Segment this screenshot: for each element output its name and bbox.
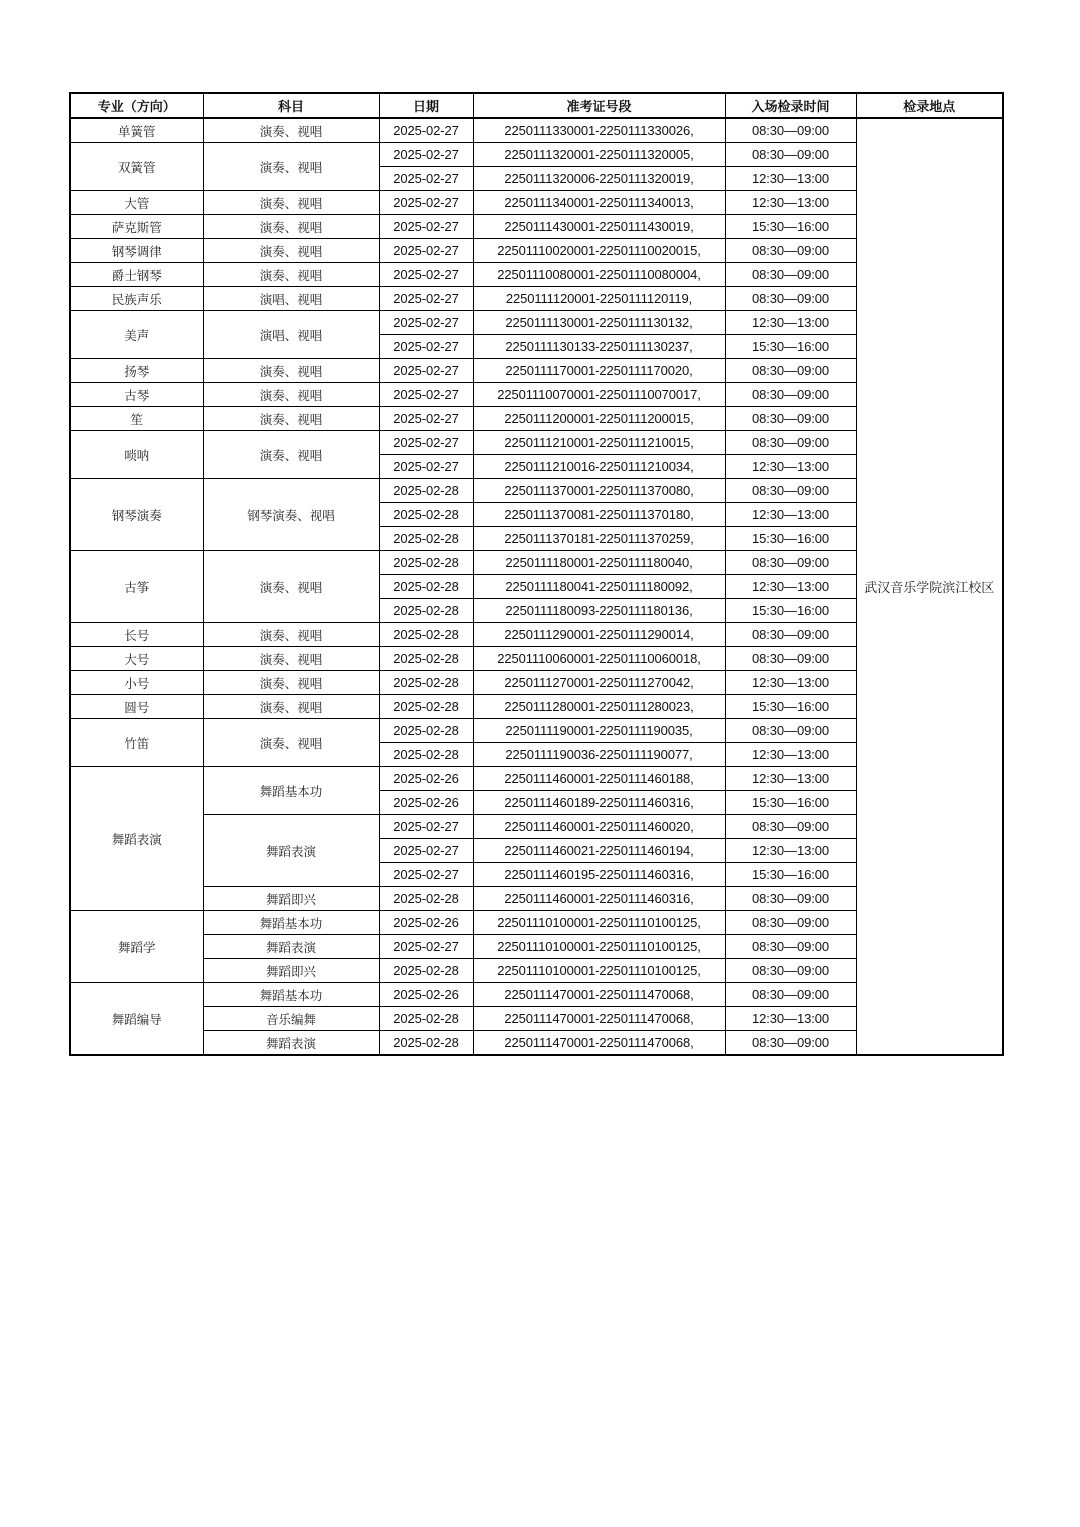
date-cell: 2025-02-27 xyxy=(379,167,473,191)
subject-cell: 演奏、视唱 xyxy=(203,215,379,239)
ticket-range-cell: 2250111200001-2250111200015, xyxy=(473,407,725,431)
ticket-range-cell: 2250111460001-2250111460188, xyxy=(473,767,725,791)
subject-cell: 演奏、视唱 xyxy=(203,383,379,407)
ticket-range-cell: 2250111210016-2250111210034, xyxy=(473,455,725,479)
table-row xyxy=(70,118,1003,143)
date-cell: 2025-02-27 xyxy=(379,935,473,959)
date-cell: 2025-02-28 xyxy=(379,527,473,551)
checkin-time-cell: 12:30—13:00 xyxy=(725,503,856,527)
header-date: 日期 xyxy=(379,93,473,118)
date-cell: 2025-02-27 xyxy=(379,311,473,335)
ticket-range-cell: 2250111370081-2250111370180, xyxy=(473,503,725,527)
date-cell: 2025-02-27 xyxy=(379,383,473,407)
subject-cell: 舞蹈基本功 xyxy=(203,983,379,1007)
ticket-range-cell: 2250111460001-2250111460020, xyxy=(473,815,725,839)
major-cell: 唢呐 xyxy=(70,431,203,479)
ticket-range-cell: 2250111280001-2250111280023, xyxy=(473,695,725,719)
checkin-time-cell: 12:30—13:00 xyxy=(725,575,856,599)
date-cell: 2025-02-27 xyxy=(379,863,473,887)
ticket-range-cell: 2250111460001-2250111460316, xyxy=(473,887,725,911)
subject-cell: 钢琴演奏、视唱 xyxy=(203,479,379,551)
major-cell: 民族声乐 xyxy=(70,287,203,311)
checkin-time-cell: 15:30—16:00 xyxy=(725,335,856,359)
date-cell: 2025-02-28 xyxy=(379,575,473,599)
ticket-range-cell: 2250111340001-2250111340013, xyxy=(473,191,725,215)
date-cell: 2025-02-27 xyxy=(379,431,473,455)
checkin-time-cell: 15:30—16:00 xyxy=(725,527,856,551)
checkin-time-cell: 08:30—09:00 xyxy=(725,118,856,143)
major-cell: 大号 xyxy=(70,647,203,671)
date-cell: 2025-02-28 xyxy=(379,719,473,743)
date-cell: 2025-02-28 xyxy=(379,695,473,719)
major-cell: 小号 xyxy=(70,671,203,695)
ticket-range-cell: 2250111270001-2250111270042, xyxy=(473,671,725,695)
date-cell: 2025-02-26 xyxy=(379,911,473,935)
major-cell: 双簧管 xyxy=(70,143,203,191)
ticket-range-cell: 22501110020001-22501110020015, xyxy=(473,239,725,263)
checkin-time-cell: 15:30—16:00 xyxy=(725,695,856,719)
checkin-time-cell: 15:30—16:00 xyxy=(725,863,856,887)
date-cell: 2025-02-27 xyxy=(379,215,473,239)
checkin-time-cell: 08:30—09:00 xyxy=(725,623,856,647)
checkin-time-cell: 08:30—09:00 xyxy=(725,287,856,311)
major-cell: 萨克斯管 xyxy=(70,215,203,239)
ticket-range-cell: 22501110070001-22501110070017, xyxy=(473,383,725,407)
major-cell: 笙 xyxy=(70,407,203,431)
checkin-time-cell: 08:30—09:00 xyxy=(725,551,856,575)
table-header xyxy=(70,93,1003,118)
checkin-time-cell: 08:30—09:00 xyxy=(725,143,856,167)
major-cell: 长号 xyxy=(70,623,203,647)
checkin-time-cell: 12:30—13:00 xyxy=(725,743,856,767)
ticket-range-cell: 2250111320001-2250111320005, xyxy=(473,143,725,167)
ticket-range-cell: 2250111460021-2250111460194, xyxy=(473,839,725,863)
subject-cell: 音乐编舞 xyxy=(203,1007,379,1031)
checkin-time-cell: 08:30—09:00 xyxy=(725,935,856,959)
subject-cell: 演奏、视唱 xyxy=(203,191,379,215)
ticket-range-cell: 2250111430001-2250111430019, xyxy=(473,215,725,239)
ticket-range-cell: 2250111320006-2250111320019, xyxy=(473,167,725,191)
subject-cell: 演奏、视唱 xyxy=(203,143,379,191)
date-cell: 2025-02-28 xyxy=(379,743,473,767)
ticket-range-cell: 2250111470001-2250111470068, xyxy=(473,1007,725,1031)
subject-cell: 演奏、视唱 xyxy=(203,671,379,695)
checkin-time-cell: 08:30—09:00 xyxy=(725,359,856,383)
subject-cell: 演奏、视唱 xyxy=(203,551,379,623)
header-subject: 科目 xyxy=(203,93,379,118)
checkin-time-cell: 08:30—09:00 xyxy=(725,719,856,743)
major-cell: 圆号 xyxy=(70,695,203,719)
date-cell: 2025-02-27 xyxy=(379,839,473,863)
date-cell: 2025-02-27 xyxy=(379,815,473,839)
checkin-time-cell: 12:30—13:00 xyxy=(725,455,856,479)
date-cell: 2025-02-28 xyxy=(379,623,473,647)
date-cell: 2025-02-27 xyxy=(379,407,473,431)
subject-cell: 演奏、视唱 xyxy=(203,407,379,431)
date-cell: 2025-02-26 xyxy=(379,983,473,1007)
header-checkin-time: 入场检录时间 xyxy=(725,93,856,118)
ticket-range-cell: 2250111470001-2250111470068, xyxy=(473,983,725,1007)
major-cell: 钢琴调律 xyxy=(70,239,203,263)
date-cell: 2025-02-28 xyxy=(379,479,473,503)
major-cell: 舞蹈编导 xyxy=(70,983,203,1056)
date-cell: 2025-02-27 xyxy=(379,191,473,215)
table-body xyxy=(70,118,1003,1055)
checkin-time-cell: 12:30—13:00 xyxy=(725,311,856,335)
subject-cell: 演奏、视唱 xyxy=(203,359,379,383)
date-cell: 2025-02-28 xyxy=(379,887,473,911)
subject-cell: 舞蹈表演 xyxy=(203,1031,379,1056)
ticket-range-cell: 2250111290001-2250111290014, xyxy=(473,623,725,647)
subject-cell: 演奏、视唱 xyxy=(203,695,379,719)
date-cell: 2025-02-27 xyxy=(379,143,473,167)
ticket-range-cell: 2250111130133-2250111130237, xyxy=(473,335,725,359)
subject-cell: 舞蹈表演 xyxy=(203,935,379,959)
date-cell: 2025-02-28 xyxy=(379,599,473,623)
date-cell: 2025-02-27 xyxy=(379,239,473,263)
date-cell: 2025-02-27 xyxy=(379,263,473,287)
ticket-range-cell: 2250111370001-2250111370080, xyxy=(473,479,725,503)
ticket-range-cell: 22501110060001-22501110060018, xyxy=(473,647,725,671)
checkin-time-cell: 12:30—13:00 xyxy=(725,167,856,191)
header-location: 检录地点 xyxy=(856,93,1003,118)
ticket-range-cell: 2250111120001-2250111120119, xyxy=(473,287,725,311)
date-cell: 2025-02-27 xyxy=(379,118,473,143)
ticket-range-cell: 2250111190036-2250111190077, xyxy=(473,743,725,767)
checkin-time-cell: 12:30—13:00 xyxy=(725,839,856,863)
subject-cell: 演奏、视唱 xyxy=(203,719,379,767)
ticket-range-cell: 2250111180001-2250111180040, xyxy=(473,551,725,575)
exam-schedule-table xyxy=(69,92,1004,1056)
ticket-range-cell: 2250111180041-2250111180092, xyxy=(473,575,725,599)
major-cell: 大管 xyxy=(70,191,203,215)
subject-cell: 演奏、视唱 xyxy=(203,239,379,263)
ticket-range-cell: 2250111190001-2250111190035, xyxy=(473,719,725,743)
ticket-range-cell: 22501110100001-22501110100125, xyxy=(473,911,725,935)
ticket-range-cell: 22501110100001-22501110100125, xyxy=(473,935,725,959)
major-cell: 钢琴演奏 xyxy=(70,479,203,551)
checkin-time-cell: 08:30—09:00 xyxy=(725,815,856,839)
checkin-time-cell: 08:30—09:00 xyxy=(725,407,856,431)
header-ticket-range: 准考证号段 xyxy=(473,93,725,118)
subject-cell: 演唱、视唱 xyxy=(203,311,379,359)
ticket-range-cell: 2250111210001-2250111210015, xyxy=(473,431,725,455)
date-cell: 2025-02-28 xyxy=(379,671,473,695)
major-cell: 爵士钢琴 xyxy=(70,263,203,287)
major-cell: 美声 xyxy=(70,311,203,359)
checkin-time-cell: 08:30—09:00 xyxy=(725,647,856,671)
subject-cell: 舞蹈基本功 xyxy=(203,911,379,935)
location-cell: 武汉音乐学院滨江校区 xyxy=(856,118,1003,1055)
subject-cell: 演奏、视唱 xyxy=(203,647,379,671)
date-cell: 2025-02-28 xyxy=(379,503,473,527)
ticket-range-cell: 2250111130001-2250111130132, xyxy=(473,311,725,335)
subject-cell: 舞蹈表演 xyxy=(203,815,379,887)
date-cell: 2025-02-28 xyxy=(379,647,473,671)
checkin-time-cell: 08:30—09:00 xyxy=(725,239,856,263)
date-cell: 2025-02-28 xyxy=(379,551,473,575)
date-cell: 2025-02-26 xyxy=(379,791,473,815)
subject-cell: 舞蹈基本功 xyxy=(203,767,379,815)
date-cell: 2025-02-26 xyxy=(379,767,473,791)
ticket-range-cell: 2250111180093-2250111180136, xyxy=(473,599,725,623)
header-row xyxy=(70,93,1003,118)
subject-cell: 演奏、视唱 xyxy=(203,431,379,479)
major-cell: 古琴 xyxy=(70,383,203,407)
date-cell: 2025-02-27 xyxy=(379,359,473,383)
ticket-range-cell: 2250111370181-2250111370259, xyxy=(473,527,725,551)
checkin-time-cell: 08:30—09:00 xyxy=(725,479,856,503)
checkin-time-cell: 08:30—09:00 xyxy=(725,959,856,983)
checkin-time-cell: 08:30—09:00 xyxy=(725,911,856,935)
major-cell: 古筝 xyxy=(70,551,203,623)
subject-cell: 演唱、视唱 xyxy=(203,287,379,311)
checkin-time-cell: 15:30—16:00 xyxy=(725,791,856,815)
subject-cell: 演奏、视唱 xyxy=(203,623,379,647)
header-major: 专业（方向） xyxy=(70,93,203,118)
major-cell: 单簧管 xyxy=(70,118,203,143)
checkin-time-cell: 08:30—09:00 xyxy=(725,383,856,407)
major-cell: 竹笛 xyxy=(70,719,203,767)
subject-cell: 舞蹈即兴 xyxy=(203,887,379,911)
subject-cell: 舞蹈即兴 xyxy=(203,959,379,983)
major-cell: 舞蹈表演 xyxy=(70,767,203,911)
checkin-time-cell: 08:30—09:00 xyxy=(725,1031,856,1056)
ticket-range-cell: 2250111460195-2250111460316, xyxy=(473,863,725,887)
checkin-time-cell: 15:30—16:00 xyxy=(725,599,856,623)
checkin-time-cell: 08:30—09:00 xyxy=(725,263,856,287)
major-cell: 舞蹈学 xyxy=(70,911,203,983)
date-cell: 2025-02-28 xyxy=(379,1007,473,1031)
date-cell: 2025-02-27 xyxy=(379,335,473,359)
ticket-range-cell: 2250111330001-2250111330026, xyxy=(473,118,725,143)
ticket-range-cell: 2250111460189-2250111460316, xyxy=(473,791,725,815)
date-cell: 2025-02-28 xyxy=(379,1031,473,1056)
checkin-time-cell: 12:30—13:00 xyxy=(725,1007,856,1031)
major-cell: 扬琴 xyxy=(70,359,203,383)
ticket-range-cell: 22501110080001-22501110080004, xyxy=(473,263,725,287)
checkin-time-cell: 15:30—16:00 xyxy=(725,215,856,239)
ticket-range-cell: 22501110100001-22501110100125, xyxy=(473,959,725,983)
checkin-time-cell: 08:30—09:00 xyxy=(725,887,856,911)
ticket-range-cell: 2250111470001-2250111470068, xyxy=(473,1031,725,1056)
subject-cell: 演奏、视唱 xyxy=(203,263,379,287)
checkin-time-cell: 12:30—13:00 xyxy=(725,671,856,695)
subject-cell: 演奏、视唱 xyxy=(203,118,379,143)
checkin-time-cell: 08:30—09:00 xyxy=(725,983,856,1007)
ticket-range-cell: 2250111170001-2250111170020, xyxy=(473,359,725,383)
date-cell: 2025-02-28 xyxy=(379,959,473,983)
date-cell: 2025-02-27 xyxy=(379,287,473,311)
checkin-time-cell: 12:30—13:00 xyxy=(725,767,856,791)
checkin-time-cell: 08:30—09:00 xyxy=(725,431,856,455)
date-cell: 2025-02-27 xyxy=(379,455,473,479)
checkin-time-cell: 12:30—13:00 xyxy=(725,191,856,215)
